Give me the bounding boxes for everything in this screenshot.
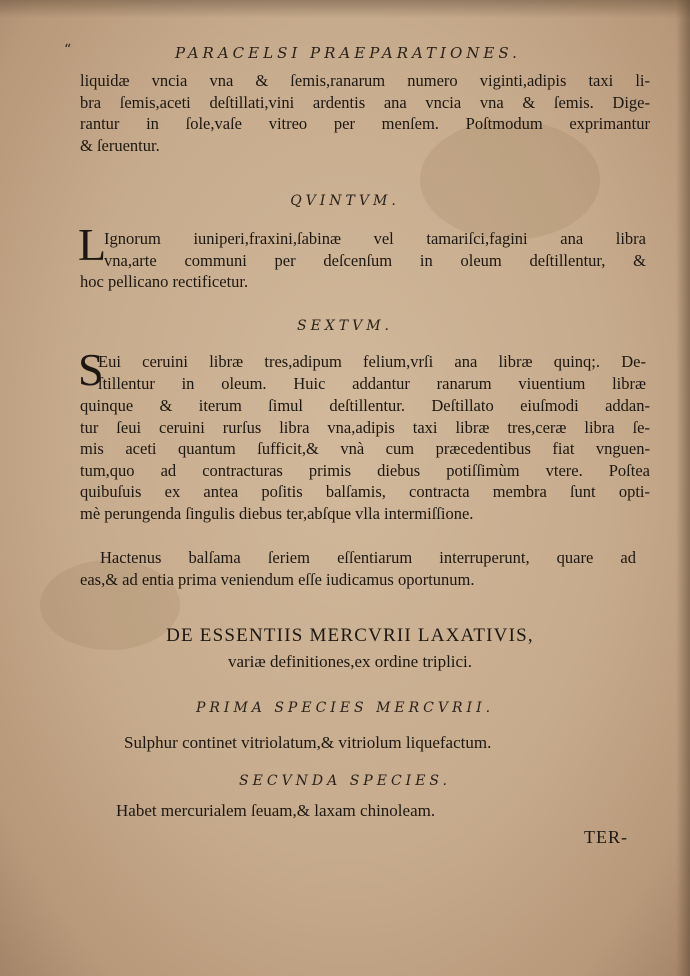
intro-paragraph [80, 70, 650, 156]
text-line: quibuſuis ex antea poſitis balſamis, contracta membra ſunt opti- [80, 482, 650, 502]
text-line: mè perungenda ſingulis diebus ter,abſque vlla intermiſſione. [80, 503, 474, 523]
text-line: liquidæ vncia vna & ſemis,ranarum numero viginti,adipis taxi li- [80, 71, 650, 90]
quintum-paragraph-end [80, 271, 380, 293]
text-line: mis aceti quantum ſufficit,& vnà cum præcedentibus fiat vnguen- [80, 439, 650, 459]
text-line: Ignorum iuniperi,fraxini,ſabinæ vel tamariſci,fagini ana libra [104, 229, 646, 248]
closing-paragraph-end [80, 569, 650, 591]
page-edge-top [0, 0, 690, 18]
quintum-paragraph [104, 228, 646, 271]
text-line: rantur in ſole,vaſe vitreo per menſem. Poſtmodum exprimantur [80, 114, 650, 134]
section-subtitle: variæ definitiones,ex ordine triplici. [227, 652, 473, 671]
catchword: TER- [584, 827, 628, 847]
running-head: PARACELSI PRAEPARATIONES. [175, 44, 521, 62]
margin-mark: “ [64, 42, 72, 58]
text-line: tur ſeui ceruini rurſus libra vna,adipis taxi libræ tres,ceræ libra ſe- [80, 417, 650, 437]
text-line: Hactenus balſama ſeriem eſſentiarum interruperunt, quare ad [100, 548, 636, 567]
text-line: vna,arte communi per deſcenſum in oleum deſtillentur, & [104, 250, 646, 270]
drop-cap: S [78, 344, 104, 395]
text-line: bra ſemis,aceti deſtillati,vini ardentis ana vncia vna & ſemis. Dige- [80, 92, 650, 112]
text-line: quinque & iterum ſimul deſtillentur. Deſtillato eiuſmodi addan- [80, 396, 650, 415]
closing-paragraph [100, 547, 636, 569]
sextum-paragraph-first [98, 351, 646, 373]
heading-prima-species: PRIMA SPECIES MERCVRII. [195, 700, 495, 716]
page-edge-right [676, 0, 690, 976]
heading-secunda-species: SECVNDA SPECIES. [239, 773, 451, 789]
secunda-text: Habet mercurialem ſeuam,& laxam chinoleam. [116, 801, 436, 820]
section-heading-quintum: QVINTVM. [290, 193, 400, 209]
text-line: tum,quo ad contracturas primis diebus potiſſimùm vtere. Poſtea [80, 460, 650, 480]
drop-cap: L [78, 219, 107, 270]
section-heading-sextum: SEXTVM. [296, 318, 393, 334]
text-line: hoc pellicano rectificetur. [80, 272, 249, 291]
text-line: ſtillentur in oleum. Huic addantur ranarum viuentium libræ [98, 374, 646, 393]
prima-text: Sulphur continet vitriolatum,& vitriolum liquefactum. [124, 733, 492, 752]
text-line: Eui ceruini libræ tres,adipum felium,vrſi ana libræ quinq;. De- [98, 352, 646, 371]
sextum-paragraph-second [98, 373, 646, 395]
section-title: DE ESSENTIIS MERCVRII LAXATIVIS, [166, 625, 534, 646]
text-line: eas,& ad entia prima veniendum eſſe iudicamus oportunum. [80, 570, 475, 589]
sextum-paragraph [80, 395, 650, 525]
text-line: & ſeruentur. [80, 135, 160, 155]
